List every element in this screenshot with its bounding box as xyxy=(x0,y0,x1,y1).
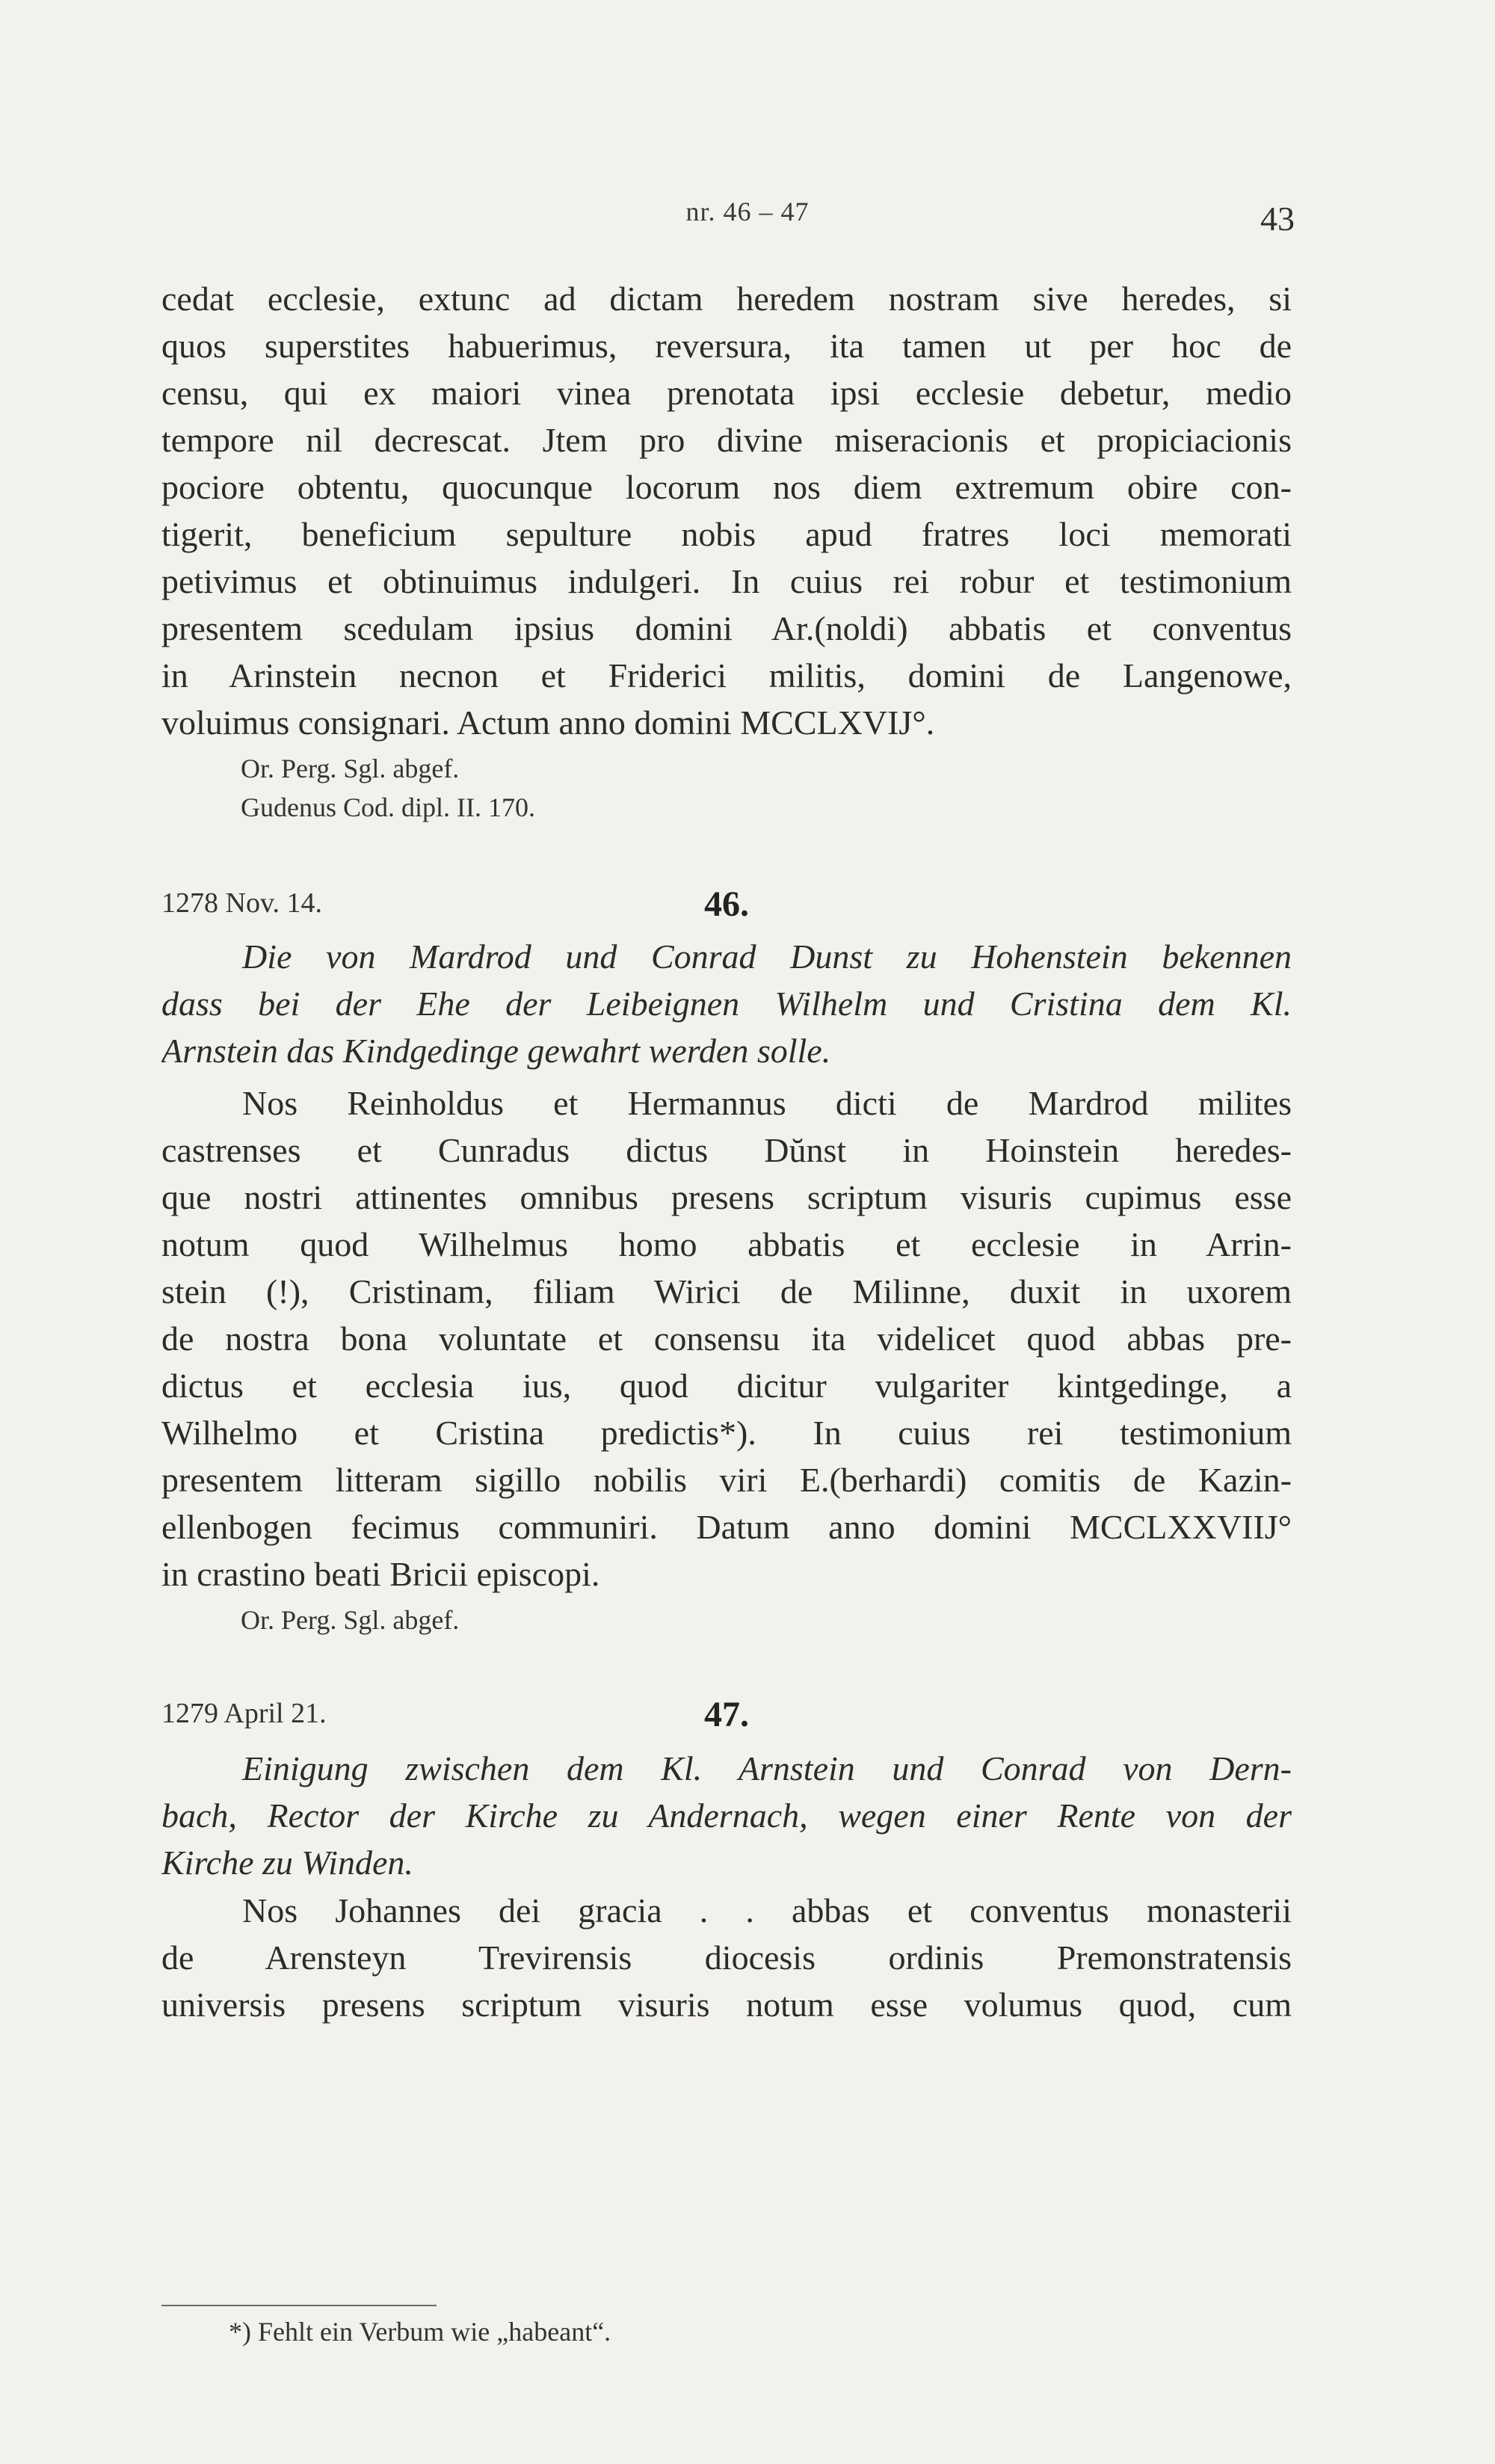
text-line: Nos Reinholdus et Hermannus dicti de Mardrod milites xyxy=(242,1084,1292,1122)
footnote-divider xyxy=(161,2305,437,2306)
doc46-summary xyxy=(161,933,1292,1074)
doc47-number: 47. xyxy=(704,1695,749,1734)
text-line: stein (!), Cristinam, filiam Wirici de Milinne, duxit in uxorem xyxy=(161,1272,1292,1310)
footnote: *) Fehlt ein Verbum wie „habeant“. xyxy=(229,2317,611,2347)
running-header: nr. 46 – 47 xyxy=(685,197,810,227)
summary-line: dass bei der Ehe der Leibeignen Wilhelm und Cristina dem Kl. xyxy=(161,985,1292,1023)
text-line: presentem litteram sigillo nobilis viri E.(berhardi) comitis de Kazin- xyxy=(161,1461,1292,1499)
source-note: Gudenus Cod. dipl. II. 170. xyxy=(241,792,535,822)
doc47-heading xyxy=(161,1697,1292,1742)
text-line: de Arensteyn Trevirensis diocesis ordinis Premonstratensis xyxy=(161,1938,1292,1977)
source-note: Or. Perg. Sgl. abgef. xyxy=(241,1605,460,1635)
doc47-date: 1279 April 21. xyxy=(161,1698,327,1729)
text-line: universis presens scriptum visuris notum esse volumus quod, cum xyxy=(161,1986,1292,2024)
text-line: castrenses et Cunradus dictus Dŭnst in Hoinstein heredes- xyxy=(161,1131,1292,1169)
doc46-number: 46. xyxy=(704,884,749,924)
text-line: de nostra bona voluntate et consensu ita videlicet quod abbas pre- xyxy=(161,1319,1292,1358)
text-line: quos superstites habuerimus, reversura, ita tamen ut per hoc de xyxy=(161,327,1292,365)
doc47-summary xyxy=(161,1745,1292,1886)
text-line: Wilhelmo et Cristina predictis*). In cuius rei testimonium xyxy=(161,1414,1292,1452)
doc46-date: 1278 Nov. 14. xyxy=(161,887,322,919)
doc46-text xyxy=(161,1079,1292,1639)
text-line: cedat ecclesie, extunc ad dictam heredem nostram sive heredes, si xyxy=(161,280,1292,318)
text-line: voluimus consignari. Actum anno domini MCCLXVIJ°. xyxy=(161,703,935,742)
text-line: Nos Johannes dei gracia . . abbas et conventus monasterii xyxy=(242,1891,1292,1929)
summary-line: Einigung zwischen dem Kl. Arnstein und Conrad von Dern- xyxy=(242,1749,1292,1787)
text-line: notum quod Wilhelmus homo abbatis et ecclesie in Arrin- xyxy=(161,1225,1292,1263)
text-line: presentem scedulam ipsius domini Ar.(noldi) abbatis et conventus xyxy=(161,609,1292,647)
summary-line: bach, Rector der Kirche zu Andernach, wegen einer Rente von der xyxy=(161,1796,1292,1835)
page-number: 43 xyxy=(1260,200,1295,238)
text-line: petivimus et obtinuimus indulgeri. In cuius rei robur et testimonium xyxy=(161,562,1292,600)
summary-line: Kirche zu Winden. xyxy=(161,1844,413,1882)
text-line: in Arinstein necnon et Friderici militis, domini de Langenowe, xyxy=(161,656,1292,694)
text-line: tempore nil decrescat. Jtem pro divine miseracionis et propiciacionis xyxy=(161,421,1292,459)
text-line: pociore obtentu, quocunque locorum nos diem extremum obire con- xyxy=(161,468,1292,506)
text-line: dictus et ecclesia ius, quod dicitur vulgariter kintgedinge, a xyxy=(161,1367,1292,1405)
text-line: que nostri attinentes omnibus presens scriptum visuris cupimus esse xyxy=(161,1178,1292,1216)
doc46-heading xyxy=(161,884,1292,931)
text-line: tigerit, beneficium sepulture nobis apud fratres loci memorati xyxy=(161,515,1292,553)
continuation-text xyxy=(161,275,1292,827)
summary-line: Die von Mardrod und Conrad Dunst zu Hohenstein bekennen xyxy=(242,937,1292,976)
text-line: ellenbogen fecimus communiri. Datum anno domini MCCLXXVIIJ° xyxy=(161,1508,1292,1546)
text-line: in crastino beati Bricii episcopi. xyxy=(161,1555,600,1593)
text-line: censu, qui ex maiori vinea prenotata ipsi ecclesie debetur, medio xyxy=(161,374,1292,412)
source-note: Or. Perg. Sgl. abgef. xyxy=(241,754,460,783)
summary-line: Arnstein das Kindgedinge gewahrt werden solle. xyxy=(161,1032,831,1070)
doc47-text xyxy=(161,1887,1292,2028)
